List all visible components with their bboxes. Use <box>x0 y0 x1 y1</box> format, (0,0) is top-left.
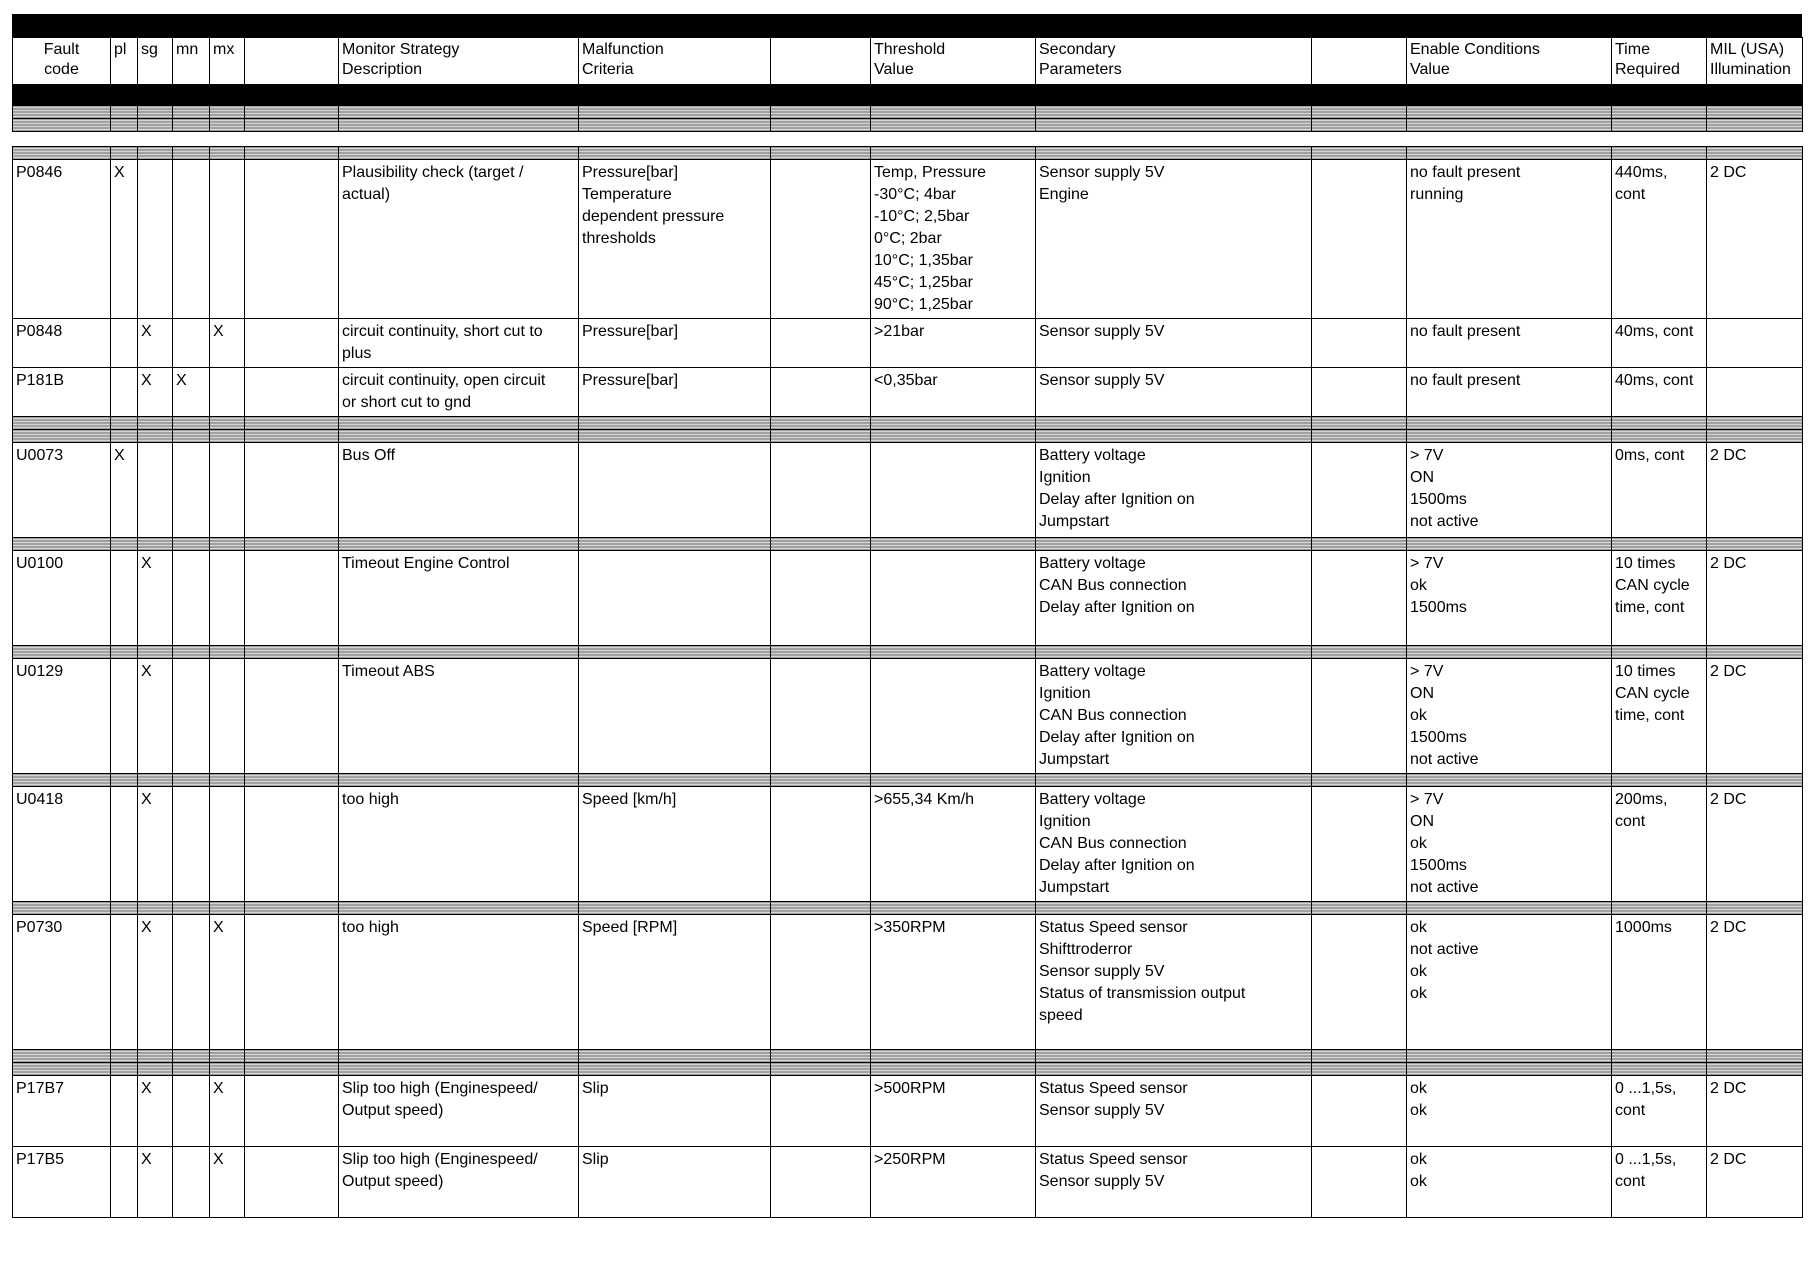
section-bar <box>13 646 1803 659</box>
fault-code-cell: P181B <box>13 368 111 417</box>
header-row <box>13 38 1803 85</box>
mil-illumination-cell: 2 DC <box>1707 160 1803 319</box>
secondary-parameters-cell: Status Speed sensor Sensor supply 5V <box>1036 1076 1312 1147</box>
section-bar <box>13 1050 1803 1063</box>
threshold-value-cell: <0,35bar <box>871 368 1036 417</box>
mn-cell <box>173 787 210 902</box>
threshold-value-cell <box>871 551 1036 646</box>
enable-conditions-cell: > 7V ON ok 1500ms not active <box>1407 787 1612 902</box>
secondary-parameters-cell: Sensor supply 5V <box>1036 368 1312 417</box>
threshold-value-cell: >500RPM <box>871 1076 1036 1147</box>
blank-cell <box>771 1076 871 1147</box>
pl-cell <box>111 368 138 417</box>
blank-cell <box>245 443 339 538</box>
section-bar <box>13 106 1803 119</box>
header-mil-illumination: MIL (USA) Illumination <box>1707 38 1803 85</box>
sg-cell: X <box>138 319 173 368</box>
section-bar <box>13 902 1803 915</box>
fault-code-cell: P0846 <box>13 160 111 319</box>
blank-cell <box>771 1147 871 1218</box>
fault-code-cell: U0418 <box>13 787 111 902</box>
time-required-cell: 10 times CAN cycle time, cont <box>1612 551 1707 646</box>
blank-cell <box>1312 443 1407 538</box>
threshold-value-cell: >21bar <box>871 319 1036 368</box>
monitor-strategy-cell: too high <box>339 787 579 902</box>
threshold-value-cell <box>871 659 1036 774</box>
mx-cell: X <box>210 319 245 368</box>
secondary-parameters-cell: Sensor supply 5V <box>1036 319 1312 368</box>
blank-cell <box>1312 1147 1407 1218</box>
secondary-parameters-cell: Status Speed sensor Shifttroderror Sensor supply 5V Status of transmission output speed <box>1036 915 1312 1050</box>
monitor-strategy-cell: circuit continuity, short cut to plus <box>339 319 579 368</box>
secondary-parameters-cell: Battery voltage Ignition CAN Bus connection Delay after Ignition on Jumpstart <box>1036 659 1312 774</box>
sg-cell: X <box>138 368 173 417</box>
mx-cell <box>210 368 245 417</box>
fault-code-cell: P17B7 <box>13 1076 111 1147</box>
blank-cell <box>771 551 871 646</box>
header-blank-1 <box>245 38 339 85</box>
monitor-strategy-cell: Bus Off <box>339 443 579 538</box>
blank-cell <box>1312 915 1407 1050</box>
time-required-cell: 200ms, cont <box>1612 787 1707 902</box>
mil-illumination-cell: 2 DC <box>1707 1147 1803 1218</box>
blank-cell <box>1312 319 1407 368</box>
mil-illumination-cell <box>1707 319 1803 368</box>
table-row <box>13 787 1803 902</box>
section-bar <box>13 147 1803 160</box>
mil-illumination-cell: 2 DC <box>1707 551 1803 646</box>
malfunction-criteria-cell <box>579 443 771 538</box>
section-bar <box>13 119 1803 132</box>
enable-conditions-cell: > 7V ON ok 1500ms not active <box>1407 659 1612 774</box>
pl-cell: X <box>111 443 138 538</box>
blank-cell <box>771 787 871 902</box>
pl-cell <box>111 1076 138 1147</box>
table-top-bar <box>12 14 1802 37</box>
mn-cell <box>173 659 210 774</box>
mn-cell: X <box>173 368 210 417</box>
monitor-strategy-cell: Timeout Engine Control <box>339 551 579 646</box>
malfunction-criteria-cell: Pressure[bar] <box>579 368 771 417</box>
malfunction-criteria-cell: Pressure[bar] Temperature dependent pressure thresholds <box>579 160 771 319</box>
time-required-cell: 0ms, cont <box>1612 443 1707 538</box>
blank-cell <box>771 368 871 417</box>
sg-cell: X <box>138 915 173 1050</box>
mil-illumination-cell: 2 DC <box>1707 787 1803 902</box>
sg-cell <box>138 443 173 538</box>
malfunction-criteria-cell <box>579 659 771 774</box>
secondary-parameters-cell: Battery voltage Ignition Delay after Ignition on Jumpstart <box>1036 443 1312 538</box>
fault-code-cell: P0730 <box>13 915 111 1050</box>
pl-cell <box>111 915 138 1050</box>
secondary-parameters-cell: Status Speed sensor Sensor supply 5V <box>1036 1147 1312 1218</box>
blank-cell <box>1312 551 1407 646</box>
header-pl: pl <box>111 38 138 85</box>
mx-cell <box>210 787 245 902</box>
monitor-strategy-cell: too high <box>339 915 579 1050</box>
malfunction-criteria-cell: Pressure[bar] <box>579 319 771 368</box>
fault-code-cell: P17B5 <box>13 1147 111 1218</box>
malfunction-criteria-cell: Speed [km/h] <box>579 787 771 902</box>
table-row <box>13 551 1803 646</box>
header-threshold-value: Threshold Value <box>871 38 1036 85</box>
monitor-strategy-cell: Plausibility check (target / actual) <box>339 160 579 319</box>
enable-conditions-cell: ok ok <box>1407 1076 1612 1147</box>
sg-cell: X <box>138 787 173 902</box>
monitor-strategy-cell: Slip too high (Enginespeed/ Output speed) <box>339 1076 579 1147</box>
pl-cell <box>111 551 138 646</box>
fault-code-cell: U0129 <box>13 659 111 774</box>
blank-cell <box>245 160 339 319</box>
mil-illumination-cell <box>1707 368 1803 417</box>
pl-cell: X <box>111 160 138 319</box>
mn-cell <box>173 551 210 646</box>
time-required-cell: 1000ms <box>1612 915 1707 1050</box>
mil-illumination-cell: 2 DC <box>1707 915 1803 1050</box>
fault-code-cell: U0073 <box>13 443 111 538</box>
mx-cell: X <box>210 1147 245 1218</box>
mil-illumination-cell: 2 DC <box>1707 443 1803 538</box>
secondary-parameters-cell: Sensor supply 5V Engine <box>1036 160 1312 319</box>
table-row <box>13 160 1803 319</box>
section-bar <box>13 774 1803 787</box>
fault-code-cell: P0848 <box>13 319 111 368</box>
mn-cell <box>173 1147 210 1218</box>
blank-cell <box>771 319 871 368</box>
enable-conditions-cell: ok ok <box>1407 1147 1612 1218</box>
enable-conditions-cell: no fault present <box>1407 319 1612 368</box>
table-row <box>13 659 1803 774</box>
threshold-value-cell <box>871 443 1036 538</box>
threshold-value-cell: >350RPM <box>871 915 1036 1050</box>
secondary-parameters-cell: Battery voltage Ignition CAN Bus connection Delay after Ignition on Jumpstart <box>1036 787 1312 902</box>
blank-cell <box>771 160 871 319</box>
pl-cell <box>111 1147 138 1218</box>
sg-cell: X <box>138 551 173 646</box>
mn-cell <box>173 443 210 538</box>
mx-cell <box>210 160 245 319</box>
mx-cell <box>210 443 245 538</box>
header-secondary-parameters: Secondary Parameters <box>1036 38 1312 85</box>
enable-conditions-cell: > 7V ON 1500ms not active <box>1407 443 1612 538</box>
section-bar <box>13 417 1803 430</box>
time-required-cell: 40ms, cont <box>1612 368 1707 417</box>
pl-cell <box>111 787 138 902</box>
blank-cell <box>245 368 339 417</box>
mx-cell: X <box>210 915 245 1050</box>
header-blank-2 <box>771 38 871 85</box>
table-row <box>13 319 1803 368</box>
blank-cell <box>1312 160 1407 319</box>
diagnostic-table-sheet <box>12 14 1802 1264</box>
mn-cell <box>173 160 210 319</box>
malfunction-criteria-cell: Slip <box>579 1147 771 1218</box>
enable-conditions-cell: > 7V ok 1500ms <box>1407 551 1612 646</box>
blank-cell <box>245 1076 339 1147</box>
table-row <box>13 443 1803 538</box>
header-monitor-strategy: Monitor Strategy Description <box>339 38 579 85</box>
mx-cell <box>210 551 245 646</box>
time-required-cell: 440ms, cont <box>1612 160 1707 319</box>
table-row <box>13 1076 1803 1147</box>
monitor-strategy-cell: Slip too high (Enginespeed/ Output speed) <box>339 1147 579 1218</box>
header-time-required: Time Required <box>1612 38 1707 85</box>
blank-cell <box>245 1147 339 1218</box>
fault-code-cell: U0100 <box>13 551 111 646</box>
fault-code-table <box>12 37 1803 1218</box>
header-mn: mn <box>173 38 210 85</box>
sg-cell: X <box>138 1147 173 1218</box>
table-row <box>13 915 1803 1050</box>
enable-conditions-cell: no fault present <box>1407 368 1612 417</box>
table-row <box>13 1147 1803 1218</box>
blank-cell <box>1312 1076 1407 1147</box>
time-required-cell: 0 ...1,5s, cont <box>1612 1147 1707 1218</box>
pl-cell <box>111 319 138 368</box>
section-bar <box>13 1063 1803 1076</box>
header-blank-3 <box>1312 38 1407 85</box>
blank-cell <box>245 787 339 902</box>
enable-conditions-cell: no fault present running <box>1407 160 1612 319</box>
sg-cell: X <box>138 659 173 774</box>
blank-cell <box>1312 787 1407 902</box>
header-fault-code: Fault code <box>13 38 111 85</box>
pl-cell <box>111 659 138 774</box>
time-required-cell: 40ms, cont <box>1612 319 1707 368</box>
blank-cell <box>1312 659 1407 774</box>
secondary-parameters-cell: Battery voltage CAN Bus connection Delay after Ignition on <box>1036 551 1312 646</box>
mn-cell <box>173 915 210 1050</box>
blank-cell <box>771 915 871 1050</box>
section-bar <box>13 538 1803 551</box>
enable-conditions-cell: ok not active ok ok <box>1407 915 1612 1050</box>
malfunction-criteria-cell <box>579 551 771 646</box>
header-mx: mx <box>210 38 245 85</box>
blank-cell <box>245 915 339 1050</box>
monitor-strategy-cell: Timeout ABS <box>339 659 579 774</box>
time-required-cell: 0 ...1,5s, cont <box>1612 1076 1707 1147</box>
blank-cell <box>245 659 339 774</box>
threshold-value-cell: >250RPM <box>871 1147 1036 1218</box>
section-bar <box>13 430 1803 443</box>
malfunction-criteria-cell: Slip <box>579 1076 771 1147</box>
header-sg: sg <box>138 38 173 85</box>
blank-cell <box>771 659 871 774</box>
mil-illumination-cell: 2 DC <box>1707 1076 1803 1147</box>
sg-cell <box>138 160 173 319</box>
sg-cell: X <box>138 1076 173 1147</box>
table-row <box>13 368 1803 417</box>
malfunction-criteria-cell: Speed [RPM] <box>579 915 771 1050</box>
blank-cell <box>245 319 339 368</box>
time-required-cell: 10 times CAN cycle time, cont <box>1612 659 1707 774</box>
blank-cell <box>1312 368 1407 417</box>
section-gap <box>13 132 1803 147</box>
mn-cell <box>173 319 210 368</box>
header-malfunction-criteria: Malfunction Criteria <box>579 38 771 85</box>
threshold-value-cell: Temp, Pressure -30°C; 4bar -10°C; 2,5bar 0°C; 2bar 10°C; 1,35bar 45°C; 1,25bar 90°C; 1,25bar <box>871 160 1036 319</box>
threshold-value-cell: >655,34 Km/h <box>871 787 1036 902</box>
mn-cell <box>173 1076 210 1147</box>
blank-cell <box>771 443 871 538</box>
blank-cell <box>245 551 339 646</box>
monitor-strategy-cell: circuit continuity, open circuit or short cut to gnd <box>339 368 579 417</box>
header-enable-conditions: Enable Conditions Value <box>1407 38 1612 85</box>
mx-cell: X <box>210 1076 245 1147</box>
mx-cell <box>210 659 245 774</box>
header-divider <box>13 85 1803 106</box>
mil-illumination-cell: 2 DC <box>1707 659 1803 774</box>
